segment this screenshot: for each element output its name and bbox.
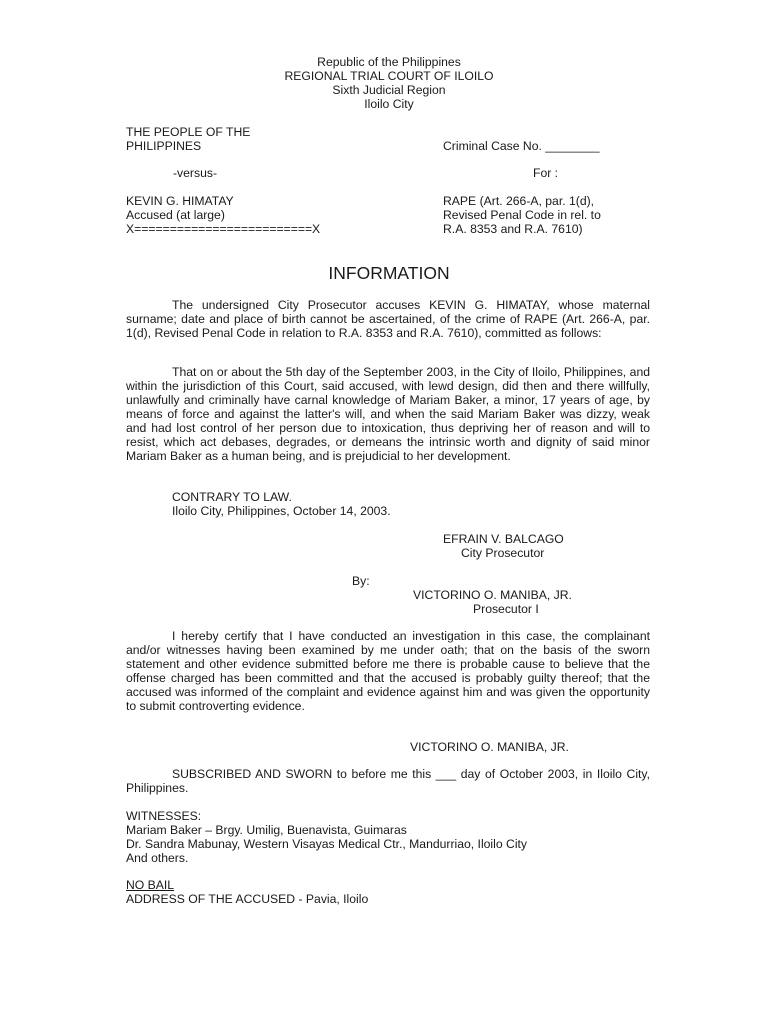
by-label: By:: [352, 574, 370, 588]
contrary-to-law: CONTRARY TO LAW.: [172, 490, 292, 504]
bail-note: NO BAIL: [126, 878, 175, 892]
header-court: REGIONAL TRIAL COURT OF ILOILO: [284, 69, 494, 83]
charge-line-2: Revised Penal Code in rel. to: [443, 208, 601, 222]
jurat-paragraph: SUBSCRIBED AND SWORN to before me this ___ day of October 2003, in Iloilo City, Philippines.: [126, 767, 650, 795]
accused-status: Accused (at large): [126, 208, 225, 222]
witnesses-label: WITNESSES:: [126, 809, 202, 823]
case-number: Criminal Case No. ________: [443, 139, 600, 153]
header-city: Iloilo City: [364, 97, 414, 111]
plaintiff-line-2: PHILIPPINES: [126, 139, 202, 153]
header-region: Sixth Judicial Region: [332, 83, 446, 97]
charge-line-3: R.A. 8353 and R.A. 7610): [443, 222, 583, 236]
intro-paragraph: The undersigned City Prosecutor accuses KEVIN G. HIMATAY, whose maternal surname; date and place of birth cannot be ascertained, of the crime of RAPE (Art. 266-A, par. 1(d), Revised Penal Code in relation to R.A. 8353 and R.A. 7610), committed as follows:: [126, 298, 650, 340]
for-label: For :: [533, 166, 559, 180]
witness-item: Dr. Sandra Mabunay, Western Visayas Medical Ctr., Mandurriao, Iloilo City: [126, 837, 528, 851]
assistant-prosecutor-title: Prosecutor I: [473, 602, 539, 616]
witness-item: And others.: [126, 851, 189, 865]
document-title: INFORMATION: [328, 263, 450, 283]
versus-label: -versus-: [173, 166, 218, 180]
prosecutor-name: EFRAIN V. BALCAGO: [443, 532, 564, 546]
accused-address: ADDRESS OF THE ACCUSED - Pavia, Iloilo: [126, 892, 369, 906]
place-and-date: Iloilo City, Philippines, October 14, 2003.: [172, 504, 391, 518]
header-republic: Republic of the Philippines: [317, 55, 461, 69]
certification-signer: VICTORINO O. MANIBA, JR.: [410, 740, 569, 754]
witness-item: Mariam Baker – Brgy. Umilig, Buenavista, Guimaras: [126, 823, 407, 837]
assistant-prosecutor-name: VICTORINO O. MANIBA, JR.: [413, 588, 572, 602]
caption-separator: X=========================X: [126, 222, 321, 236]
certification-paragraph: I hereby certify that I have conducted an investigation in this case, the complainant and/or witnesses having been examined by me under oath; that on the basis of the sworn statement and other evidence submitted before me there is probable cause to believe that the offense charged has been committed and that the accused is probably guilty thereof; that the accused was informed of the complaint and evidence against him and was given the opportunity to submit controverting evidence.: [126, 629, 650, 713]
prosecutor-title: City Prosecutor: [461, 546, 545, 560]
facts-paragraph: That on or about the 5th day of the September 2003, in the City of Iloilo, Philippines, and within the jurisdiction of this Court, said accused, with lewd design, did then and there willfully, unlawfully and criminally have carnal knowledge of Mariam Baker, a minor, 17 years of age, by means of force and against the latter's will, and when the said Mariam Baker was dizzy, weak and had lost control of her person due to intoxication, thus depriving her of reason and will to resist, which act debases, degrades, or demeans the intrinsic worth and dignity of said minor Mariam Baker as a human being, and is prejudicial to her development.: [126, 365, 650, 463]
charge-line-1: RAPE (Art. 266-A, par. 1(d),: [443, 194, 595, 208]
accused-name: KEVIN G. HIMATAY: [126, 194, 234, 208]
plaintiff-line-1: THE PEOPLE OF THE: [126, 125, 251, 139]
